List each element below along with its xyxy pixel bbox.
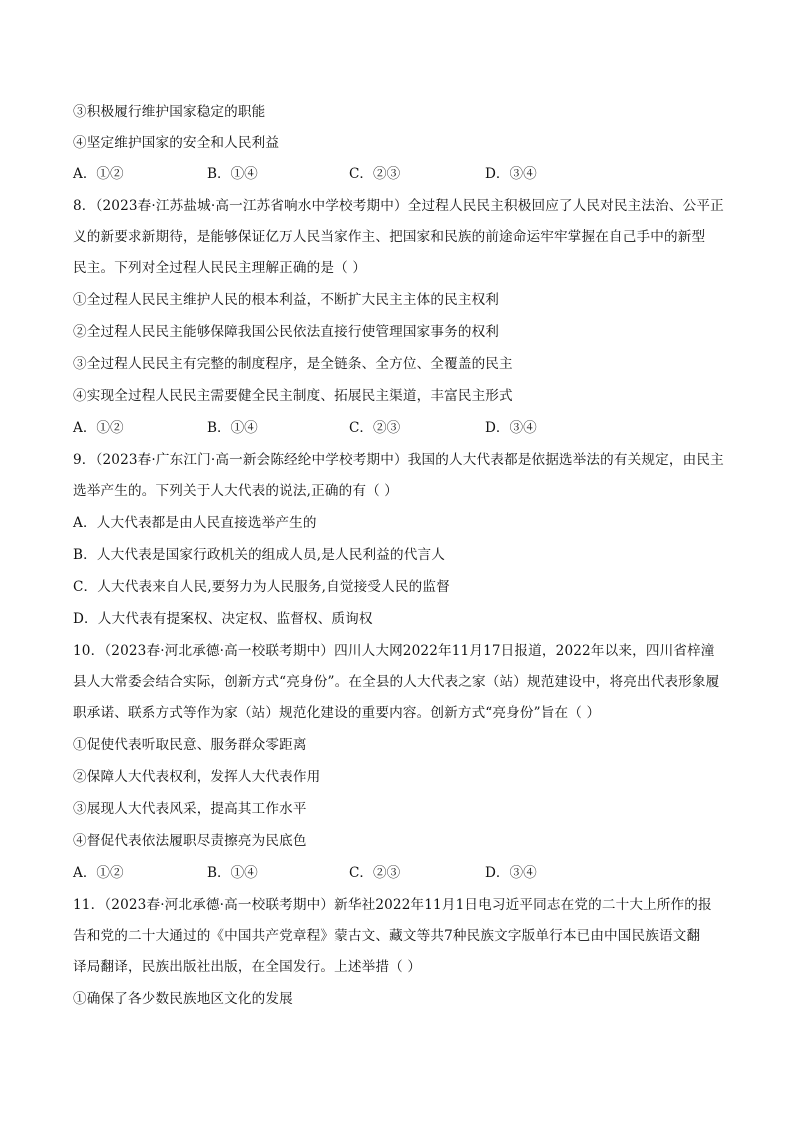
option-statement: ②保障人大代表权利，发挥人大代表作用	[73, 769, 321, 785]
choice-b[interactable]: B．①④	[207, 865, 258, 881]
question-9-stem: 9．（2023春·广东江门·高一新会陈经纶中学校考期中）我国的人大代表都是依据选举法的有关规定，由民主	[73, 452, 724, 468]
option-statement: ④坚定维护国家的安全和人民利益	[73, 135, 280, 151]
choice-a[interactable]: A．①②	[73, 865, 124, 881]
option-statement: ③积极履行维护国家稳定的职能	[73, 104, 266, 120]
question-11-stem: 11．（2023春·河北承德·高一校联考期中）新华社2022年11月1日电习近平同志在党的二十大上所作的报	[73, 897, 712, 913]
choice-a[interactable]: A．①②	[73, 420, 124, 436]
question-9-stem: 选举产生的。下列关于人大代表的说法,正确的有（ ）	[73, 483, 399, 499]
choice-d[interactable]: D．③④	[485, 865, 537, 881]
answer-choices	[73, 164, 733, 184]
option-statement: ①确保了各少数民族地区文化的发展	[73, 991, 293, 1007]
option-statement: ①促使代表听取民意、服务群众零距离	[73, 737, 307, 753]
choice-b[interactable]: B．①④	[207, 166, 258, 182]
question-10-stem: 职承诺、联系方式等作为家（站）规范化建设的重要内容。创新方式“亮身份”旨在（ ）	[73, 705, 601, 721]
question-8-stem: 民主。下列对全过程人民民主理解正确的是（ ）	[73, 260, 367, 276]
choice-b[interactable]: B．①④	[207, 420, 258, 436]
question-10-stem: 10．（2023春·河北承德·高一校联考期中）四川人大网2022年11月17日报道，2022年以来，四川省梓潼	[73, 643, 715, 659]
question-11-stem: 译局翻译，民族出版社出版，在全国发行。上述举措（ ）	[73, 959, 422, 975]
choice-c[interactable]: C．②③	[349, 166, 401, 182]
choice-a[interactable]: A．人大代表都是由人民直接选举产生的	[73, 515, 317, 531]
option-statement: ④督促代表依法履职尽责擦亮为民底色	[73, 833, 307, 849]
question-10-stem: 县人大常委会结合实际，创新方式“亮身份”。在全县的人大代表之家（站）规范建设中，将亮出代表形象履	[73, 674, 720, 690]
choice-b[interactable]: B．人大代表是国家行政机关的组成人员,是人民利益的代言人	[73, 547, 445, 563]
question-8-stem: 义的新要求新期待，是能够保证亿万人民当家作主、把国家和民族的前途命运牢牢掌握在自己手中的新型	[73, 229, 706, 245]
choice-c[interactable]: C．②③	[349, 420, 401, 436]
answer-choices	[73, 863, 733, 883]
question-11-stem: 告和党的二十大通过的《中国共产党章程》蒙古文、藏文等共7种民族文字版单行本已由中国民族语文翻	[73, 928, 701, 944]
choice-c[interactable]: C．人大代表来自人民,要努力为人民服务,自觉接受人民的监督	[73, 579, 450, 595]
choice-c[interactable]: C．②③	[349, 865, 401, 881]
option-statement: ②全过程人民民主能够保障我国公民依法直接行使管理国家事务的权利	[73, 324, 500, 340]
choice-a[interactable]: A．①②	[73, 166, 124, 182]
option-statement: ③展现人大代表风采，提高其工作水平	[73, 801, 307, 817]
option-statement: ③全过程人民民主有完整的制度程序，是全链条、全方位、全覆盖的民主	[73, 356, 513, 372]
option-statement: ①全过程人民民主维护人民的根本利益，不断扩大民主主体的民主权利	[73, 292, 500, 308]
answer-choices	[73, 418, 733, 438]
option-statement: ④实现全过程人民民主需要健全民主制度、拓展民主渠道，丰富民主形式	[73, 388, 513, 404]
choice-d[interactable]: D．③④	[485, 420, 537, 436]
choice-d[interactable]: D．人大代表有提案权、决定权、监督权、质询权	[73, 611, 373, 627]
choice-d[interactable]: D．③④	[485, 166, 537, 182]
question-8-stem: 8．（2023春·江苏盐城·高一江苏省响水中学校考期中）全过程人民民主积极回应了人民对民主法治、公平正	[73, 198, 724, 214]
